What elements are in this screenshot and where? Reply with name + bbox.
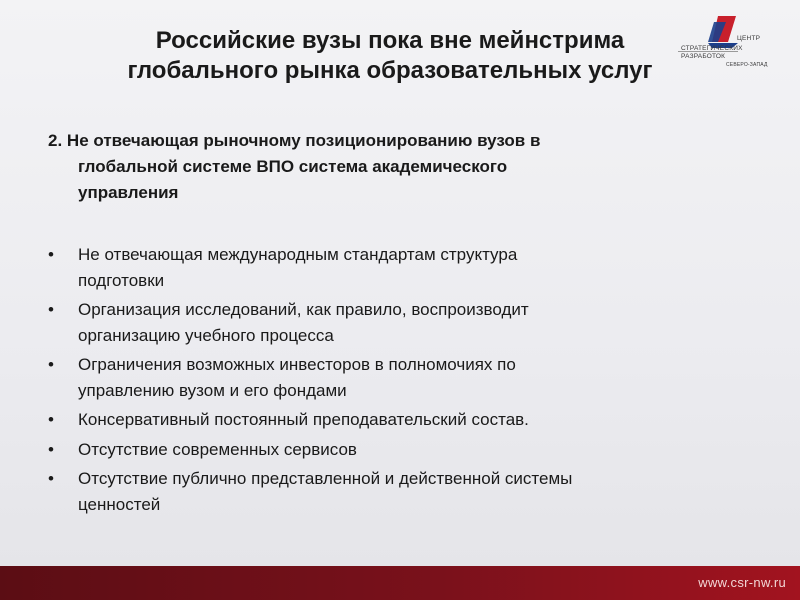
bullet-text-line-2: ценностей	[78, 494, 161, 514]
bullet-text-line-1: Консервативный постоянный преподавательский состав.	[78, 410, 529, 429]
footer-url[interactable]: www.csr-nw.ru	[698, 575, 786, 590]
list-item	[48, 242, 748, 293]
bullet-marker: •	[48, 410, 54, 429]
bullet-text-line-1: Организация исследований, как правило, воспроизводит	[78, 300, 529, 319]
title-line-2: глобального рынка образовательных услуг	[127, 57, 653, 84]
list-item	[48, 466, 748, 517]
slide-title	[80, 26, 700, 86]
bullet-marker: •	[48, 439, 54, 459]
bullet-text-line-1: Не отвечающая международным стандартам структура	[78, 245, 518, 264]
logo-text-developments: РАЗРАБОТОК	[681, 53, 726, 60]
list-item	[48, 352, 748, 403]
logo-text-center: ЦЕНТР	[737, 35, 761, 42]
bullet-marker: •	[48, 245, 54, 264]
footer-bar	[0, 566, 800, 600]
csr-logo	[678, 14, 798, 74]
bullet-marker: •	[48, 300, 54, 319]
list-item	[48, 407, 748, 433]
list-item	[48, 437, 748, 463]
intro-line-1: Не отвечающая рыночному позиционированию вузов в	[66, 131, 541, 150]
bullet-text-line-1: Ограничения возможных инвесторов в полномочиях по	[78, 355, 516, 374]
bullet-text-line-2: организацию учебного процесса	[78, 325, 334, 345]
bullet-marker: •	[48, 355, 54, 374]
list-item	[48, 297, 748, 348]
intro-number: 2.	[48, 131, 63, 150]
intro-heading	[48, 128, 728, 206]
bullet-text-line-1: Отсутствие публично представленной и действенной системы	[78, 469, 573, 488]
bullet-marker: •	[48, 469, 54, 488]
bullet-text-line-2: подготовки	[78, 270, 165, 290]
logo-text-strategic: СТРАТЕГИЧЕСКИХ	[681, 45, 743, 52]
intro-line-3: управления	[78, 183, 179, 202]
bullet-text-line-1: Отсутствие современных сервисов	[78, 439, 357, 459]
bullet-list	[48, 242, 748, 521]
logo-text-northwest: СЕВЕРО-ЗАПАД	[726, 62, 768, 68]
bullet-text-line-2: управлению вузом и его фондами	[78, 380, 347, 400]
intro-line-2: глобальной системе ВПО система академического	[78, 157, 508, 176]
title-line-1: Российские вузы пока вне мейнстрима	[155, 27, 625, 54]
